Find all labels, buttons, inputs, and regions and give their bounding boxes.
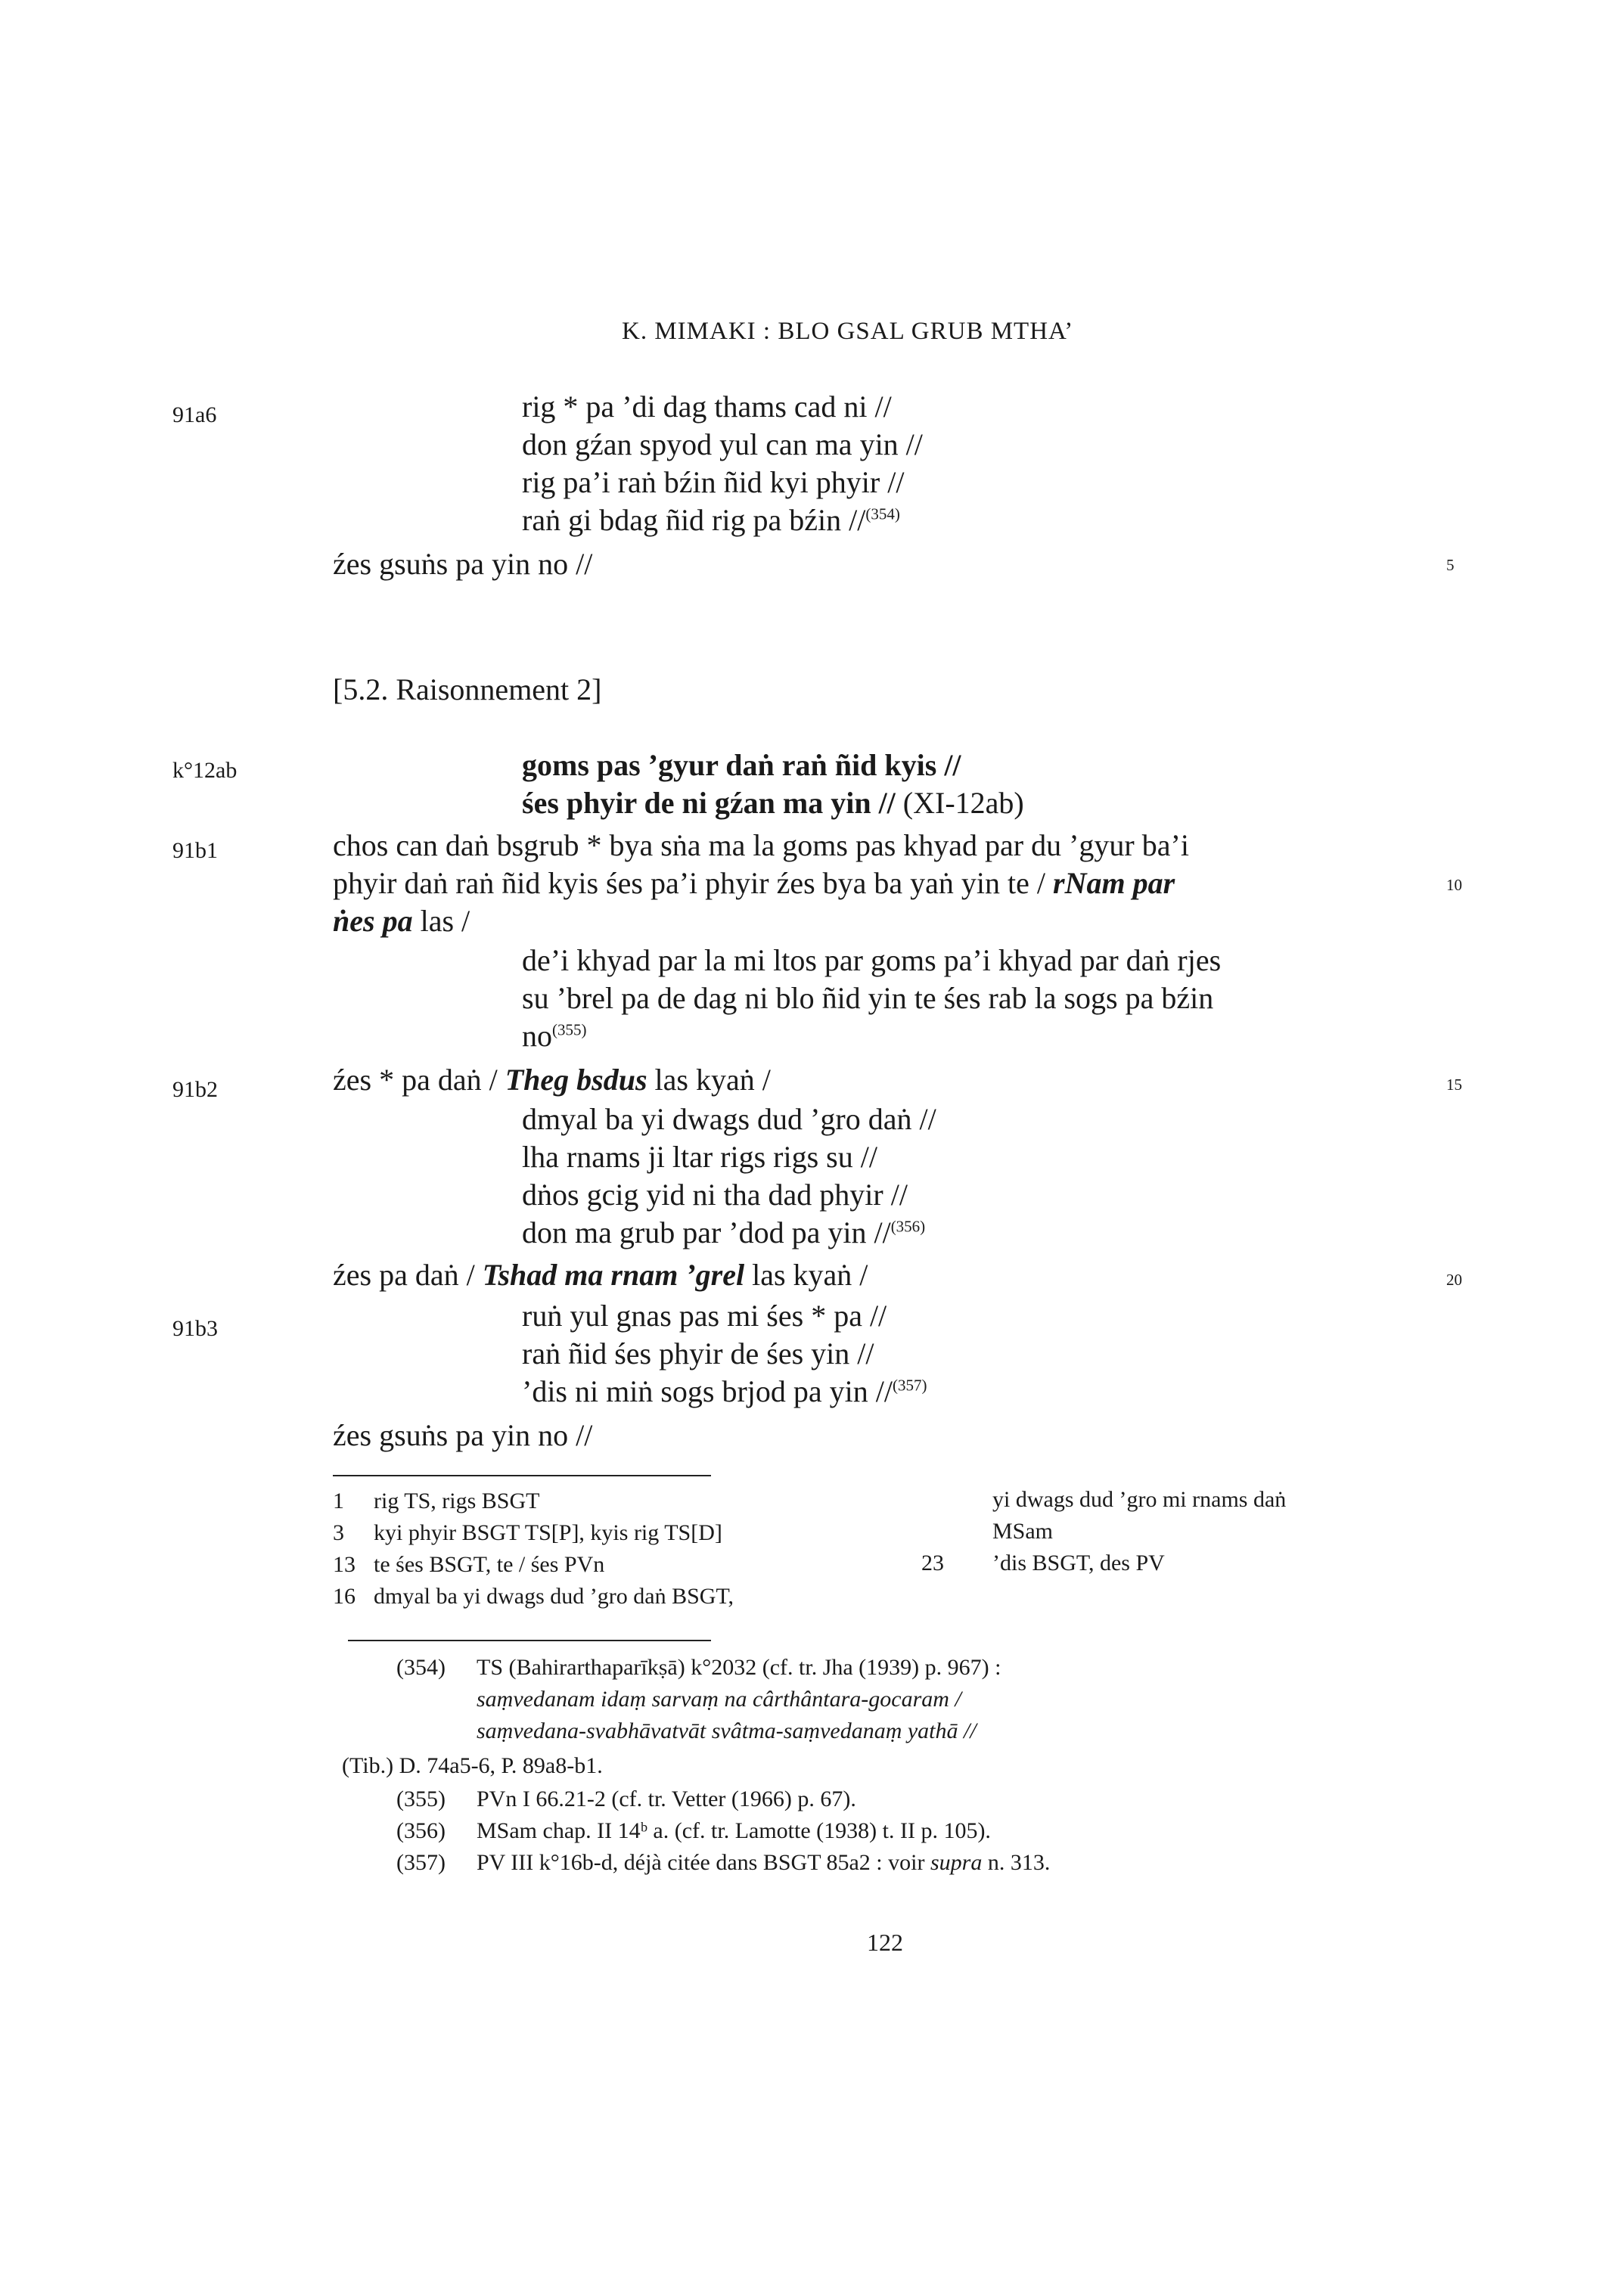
- footnote-ref: (355): [552, 1020, 587, 1039]
- text-line: źes * pa daṅ / Theg bsdus las kyaṅ /: [333, 1063, 771, 1097]
- running-header: K. MIMAKI : BLO GSAL GRUB MTHA’: [622, 318, 1074, 345]
- line-number: 10: [1446, 876, 1462, 894]
- verse-line: rig pa’i raṅ bźin ñid kyi phyir //: [522, 465, 905, 499]
- verse-line: śes phyir de ni gźan ma yin // (XI-12ab): [522, 786, 1024, 820]
- footnote-text: PVn I 66.21-2 (cf. tr. Vetter (1966) p. 67).: [477, 1786, 856, 1811]
- text-line: źes gsuṅs pa yin no //: [333, 1418, 593, 1452]
- apparatus-entry: 1 rig TS, rigs BSGT: [333, 1488, 540, 1513]
- verse-line: dṅos gcig yid ni tha dad phyir //: [522, 1178, 908, 1212]
- quote-line: su ’brel pa de dag ni blo ñid yin te śes rab la sogs pa bźin: [522, 981, 1214, 1015]
- footnote-number: (355): [396, 1786, 446, 1811]
- text-line: chos can daṅ bsgrub * bya sṅa ma la goms pas khyad par du ’gyur ba’i: [333, 828, 1189, 862]
- footnote-text: PV III k°16b-d, déjà citée dans BSGT 85a2 : voir supra n. 313.: [477, 1850, 1051, 1875]
- footnote-ref: (357): [893, 1376, 927, 1395]
- apparatus-entry: yi dwags dud ’gro mi rnams daṅ: [992, 1487, 1287, 1512]
- apparatus-rule: [333, 1475, 711, 1476]
- footnote-number: (356): [396, 1818, 446, 1843]
- footnote-rule: [348, 1640, 711, 1641]
- verse-line: dmyal ba yi dwags dud ’gro daṅ //: [522, 1102, 936, 1136]
- footnote-quote: saṃvedana-svabhāvatvāt svâtma-saṃvedanaṃ yathā //: [477, 1718, 977, 1743]
- margin-ref-91a6: 91a6: [172, 402, 217, 427]
- footnote-ref: (354): [865, 504, 900, 523]
- line-number: 20: [1446, 1271, 1462, 1289]
- apparatus-entry: 3 kyi phyir BSGT TS[P], kyis rig TS[D]: [333, 1520, 722, 1545]
- apparatus-entry: 13 te śes BSGT, te / śes PVn: [333, 1552, 605, 1577]
- quote-line: de’i khyad par la mi ltos par goms pa’i khyad par daṅ rjes: [522, 943, 1222, 977]
- margin-ref-k12ab: k°12ab: [172, 758, 238, 783]
- footnote-number: (354): [396, 1655, 446, 1680]
- text-line: źes gsuṅs pa yin no //: [333, 547, 593, 581]
- footnote-text: MSam chap. II 14ᵇ a. (cf. tr. Lamotte (1938) t. II p. 105).: [477, 1818, 991, 1843]
- verse-line: lha rnams ji ltar rigs rigs su //: [522, 1140, 877, 1174]
- margin-ref-91b2: 91b2: [172, 1077, 218, 1102]
- text-line: źes pa daṅ / Tshad ma rnam ’grel las kyaṅ /: [333, 1258, 868, 1292]
- footnote-text: (Tib.) D. 74a5-6, P. 89a8-b1.: [342, 1753, 603, 1778]
- apparatus-entry: 16 dmyal ba yi dwags dud ’gro daṅ BSGT,: [333, 1584, 734, 1609]
- verse-line: rig * pa ’di dag thams cad ni //: [522, 390, 892, 424]
- verse-line: ruṅ yul gnas pas mi śes * pa //: [522, 1299, 887, 1333]
- verse-line: raṅ gi bdag ñid rig pa bźin //$^{(354)}$: [522, 503, 900, 537]
- text-line: phyir daṅ raṅ ñid kyis śes pa’i phyir źes bya ba yaṅ yin te / rNam par: [333, 866, 1175, 900]
- verse-line: don gźan spyod yul can ma yin //: [522, 427, 923, 461]
- section-heading: [5.2. Raisonnement 2]: [333, 672, 602, 706]
- footnote-quote: saṃvedanam idaṃ sarvaṃ na cârthântara-gocaram /: [477, 1687, 961, 1712]
- apparatus-entry: 23 ’dis BSGT, des PV: [921, 1551, 1165, 1575]
- verse-line: don ma grub par ’dod pa yin //$^{(356)}$: [522, 1215, 926, 1249]
- margin-ref-91b1: 91b1: [172, 838, 218, 863]
- apparatus-entry: MSam: [992, 1519, 1054, 1544]
- quote-line: $no^{(355)}$: [522, 1019, 587, 1053]
- margin-ref-91b3: 91b3: [172, 1316, 218, 1341]
- verse-line: ’dis ni miṅ sogs brjod pa yin //$^{(357)}$: [522, 1374, 927, 1408]
- line-number: 15: [1446, 1076, 1462, 1094]
- text-line: ṅes pa las /: [333, 904, 470, 938]
- line-number: 5: [1446, 556, 1455, 574]
- footnote-number: (357): [396, 1850, 446, 1875]
- verse-line: raṅ ñid śes phyir de śes yin //: [522, 1336, 874, 1371]
- footnote-ref: (356): [890, 1217, 926, 1236]
- footnote-text: TS (Bahirarthaparīkṣā) k°2032 (cf. tr. Jha (1939) p. 967) :: [477, 1655, 1001, 1680]
- verse-line: goms pas ’gyur daṅ raṅ ñid kyis //: [522, 748, 961, 782]
- page-number: 122: [867, 1929, 903, 1956]
